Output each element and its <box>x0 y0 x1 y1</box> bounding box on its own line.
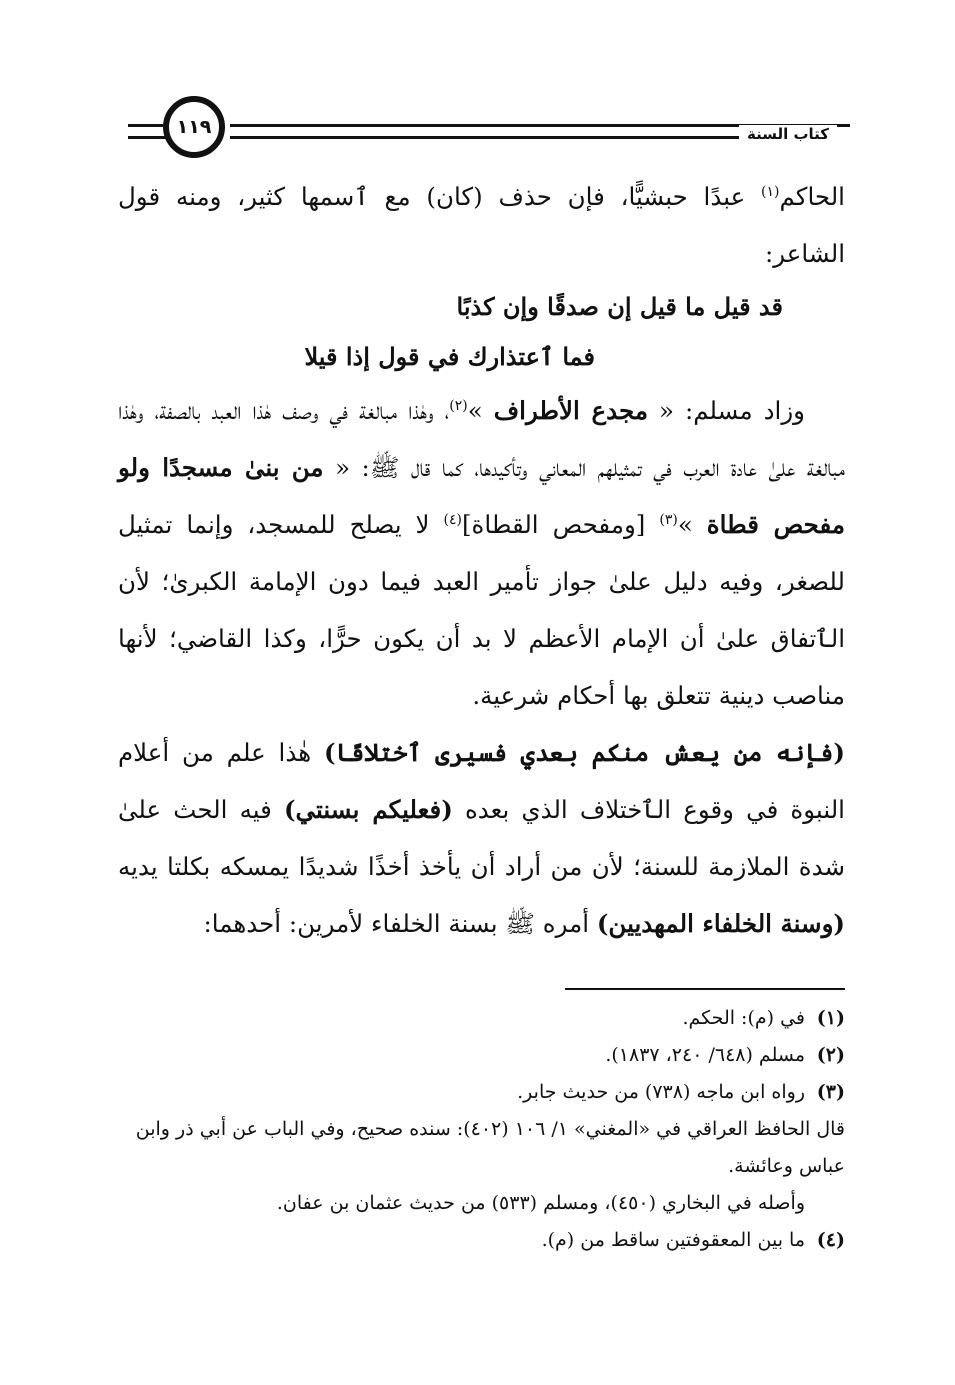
text-run: عبدًا حبشيًّا، فإن حذف (كان) مع ٱسمها كثير، ومنه قول الشاعر: <box>118 182 845 268</box>
footnote-number: (٢) <box>816 1044 845 1066</box>
header-rule-left-bottom <box>128 136 166 139</box>
text-run: لا يصلح للمسجد، وإنما تمثيل للصغر، وفيه دليل علىٰ جواز تأمير العبد فيما دون الإمامة الكبرىٰ؛ لأن الٱتفاق علىٰ أن الإمام الأعظم لا بد أن يكون حرًّا، وكذا القاضي؛ لأنها مناصب دينية تتعلق بها أحكام شرعية. <box>118 510 845 710</box>
footnote-ref-2: (٢) <box>449 397 468 414</box>
footnote-3-continuation: قال الحافظ العراقي في «المغني» ١/ ١٠٦ (٤٠٢): سنده صحيح، وفي الباب عن أبي ذر وابن عباس وعائشة. <box>135 1118 845 1177</box>
verse-line-1: قد قيل ما قيل إن صدقًا وإن كذبًا <box>456 292 783 321</box>
book-title: كتاب السنة <box>739 125 837 143</box>
paragraph-2 <box>118 382 845 724</box>
text-run: [ومفحص القطاة] <box>461 510 660 539</box>
hadith-quote-3: (فإنه من يعش منكم بعدي فسيرى ٱختلافًا) <box>324 738 846 767</box>
hadith-quote-5: (وسنة الخلفاء المهديين) <box>596 909 845 938</box>
paragraph-3 <box>118 724 845 952</box>
text-run: » <box>467 396 494 425</box>
footnote-number: (٣) <box>816 1081 845 1103</box>
text-run: فيه الحث علىٰ شدة الملازمة للسنة؛ لأن من أراد أن يأخذ أخذًا شديدًا يمسكه بكلتا يديه <box>118 795 845 881</box>
footnote-3-continuation-2: وأصله في البخاري (٤٥٠)، ومسلم (٥٣٣) من حديث عثمان بن عفان. <box>276 1192 805 1214</box>
header-rule-right-bottom <box>230 136 740 139</box>
footnotes <box>110 1000 845 1259</box>
page-number: ١١٩ <box>163 96 225 158</box>
footnote-text: مسلم (٦٤٨/ ٢٤٠، ١٨٣٧). <box>605 1044 805 1066</box>
text-run: » <box>677 510 707 539</box>
footnote-1 <box>110 1000 845 1037</box>
text-run: وزاد مسلم: « <box>647 396 806 425</box>
text-run: الحاكم <box>779 182 845 211</box>
footnote-number: (٤) <box>816 1229 845 1251</box>
header-rule-left-top <box>128 124 166 127</box>
hadith-quote-4: (فعليكم بسنتي) <box>283 795 453 824</box>
footnote-number: (١) <box>816 1007 845 1029</box>
footnote-text: ما بين المعقوفتين ساقط من (م). <box>541 1229 805 1251</box>
footnote-ref-3: (٣) <box>659 511 678 528</box>
main-text <box>118 168 845 952</box>
hadith-quote-1: مجدع الأطراف <box>493 396 648 425</box>
footnote-3 <box>110 1074 845 1111</box>
footnote-4 <box>110 1222 845 1259</box>
paragraph-1 <box>118 168 845 282</box>
footnote-separator <box>565 988 845 990</box>
text-run: ، وهٰذا مبالغة في وصف هٰذا العبد بالصفة، وهٰذا مبالغة علىٰ عادة العرب في تمثيلهم المعاني وتأكيدها، كما قال ﷺ: « <box>118 396 845 482</box>
text-run: هٰذا علم من أعلام النبوة في وقوع الٱختلاف الذي بعده <box>118 738 845 824</box>
footnote-text: في (م): الحكم. <box>682 1007 805 1029</box>
footnote-2 <box>110 1037 845 1074</box>
text-run: أمره ﷺ بسنة الخلفاء لأمرين: أحدهما: <box>203 909 597 938</box>
footnote-text: رواه ابن ماجه (٧٣٨) من حديث جابر. <box>517 1081 805 1103</box>
hadith-quote-2: من بنىٰ مسجدًا ولو مفحص قطاة <box>118 453 845 539</box>
verse-line-2: فما ٱعتذارك في قول إذا قيلا <box>304 342 595 371</box>
footnote-ref-1: (١) <box>761 183 780 200</box>
footnote-ref-4: (٤) <box>443 511 462 528</box>
